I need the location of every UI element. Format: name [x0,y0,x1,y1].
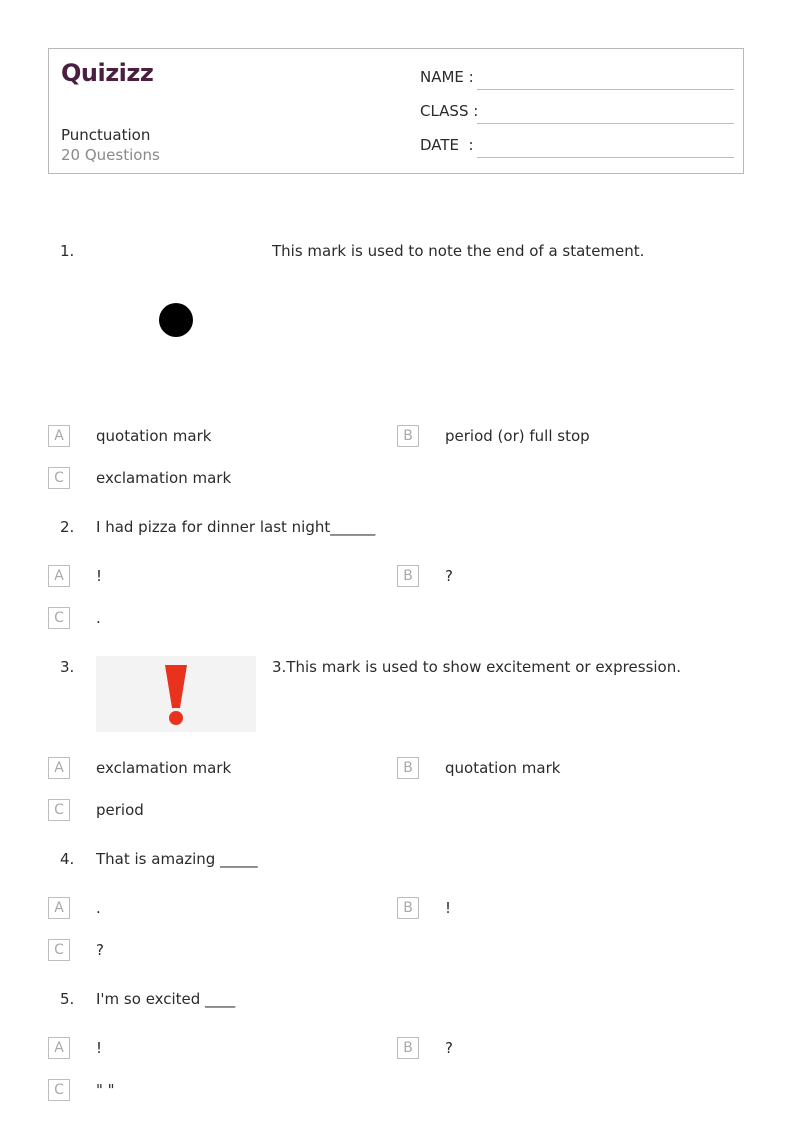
quizizz-logo [61,59,153,91]
question-number: 4. [60,850,75,868]
question-text: That is amazing _____ [96,850,258,868]
question-text: 3.This mark is used to show excitement or expression. [272,658,681,676]
worksheet-title: Punctuation [61,126,151,144]
question-text: This mark is used to note the end of a statement. [272,242,645,260]
question-count: 20 Questions [61,146,160,164]
option-c[interactable] [48,799,348,823]
option-letter: B [397,1037,419,1059]
option-text: quotation mark [445,759,561,777]
option-b[interactable] [397,897,697,921]
option-a[interactable] [48,1037,348,1061]
option-text: ? [96,941,104,959]
question-number: 5. [60,990,75,1008]
option-text: exclamation mark [96,759,232,777]
option-letter: C [48,799,70,821]
option-letter: B [397,897,419,919]
question-number: 3. [60,658,75,676]
option-letter: A [48,897,70,919]
option-text: ? [445,567,453,585]
option-text: period [96,801,144,819]
name-field[interactable] [420,68,734,92]
question-text: I'm so excited ____ [96,990,236,1008]
option-text: ? [445,1039,453,1057]
option-text: quotation mark [96,427,212,445]
option-letter: B [397,425,419,447]
question-text: I had pizza for dinner last night______ [96,518,376,536]
option-text: . [96,899,101,917]
option-letter: C [48,467,70,489]
option-c[interactable] [48,467,348,491]
option-text: exclamation mark [96,469,232,487]
class-field[interactable] [420,102,734,126]
option-letter: A [48,1037,70,1059]
option-letter: C [48,939,70,961]
option-c[interactable] [48,607,348,631]
option-text: . [96,609,101,627]
name-label: NAME : [420,68,474,86]
option-b[interactable] [397,1037,697,1061]
option-c[interactable] [48,939,348,963]
option-b[interactable] [397,757,697,781]
option-letter: C [48,1079,70,1101]
option-a[interactable] [48,897,348,921]
exclamation-stroke [165,665,187,708]
date-line [477,157,734,158]
date-label: DATE : [420,136,474,154]
option-text: ! [96,567,103,585]
option-letter: A [48,565,70,587]
exclamation-mark-image [96,656,256,732]
exclamation-dot [169,711,183,725]
name-line [477,89,734,90]
option-letter: C [48,607,70,629]
option-a[interactable] [48,425,348,449]
option-c[interactable] [48,1079,348,1103]
option-a[interactable] [48,565,348,589]
date-field[interactable] [420,136,734,160]
class-label: CLASS : [420,102,479,120]
option-b[interactable] [397,425,697,449]
class-line [477,123,734,124]
question-number: 2. [60,518,75,536]
question-number: 1. [60,242,75,260]
option-text: ! [96,1039,103,1057]
option-a[interactable] [48,757,348,781]
option-b[interactable] [397,565,697,589]
option-letter: A [48,757,70,779]
option-text: period (or) full stop [445,427,590,445]
option-letter: B [397,565,419,587]
option-letter: A [48,425,70,447]
option-text: ! [445,899,452,917]
period-dot-image [159,303,193,337]
option-text: " " [96,1081,115,1099]
worksheet-header [48,48,744,174]
option-letter: B [397,757,419,779]
logo-text: Quizizz [61,59,153,87]
